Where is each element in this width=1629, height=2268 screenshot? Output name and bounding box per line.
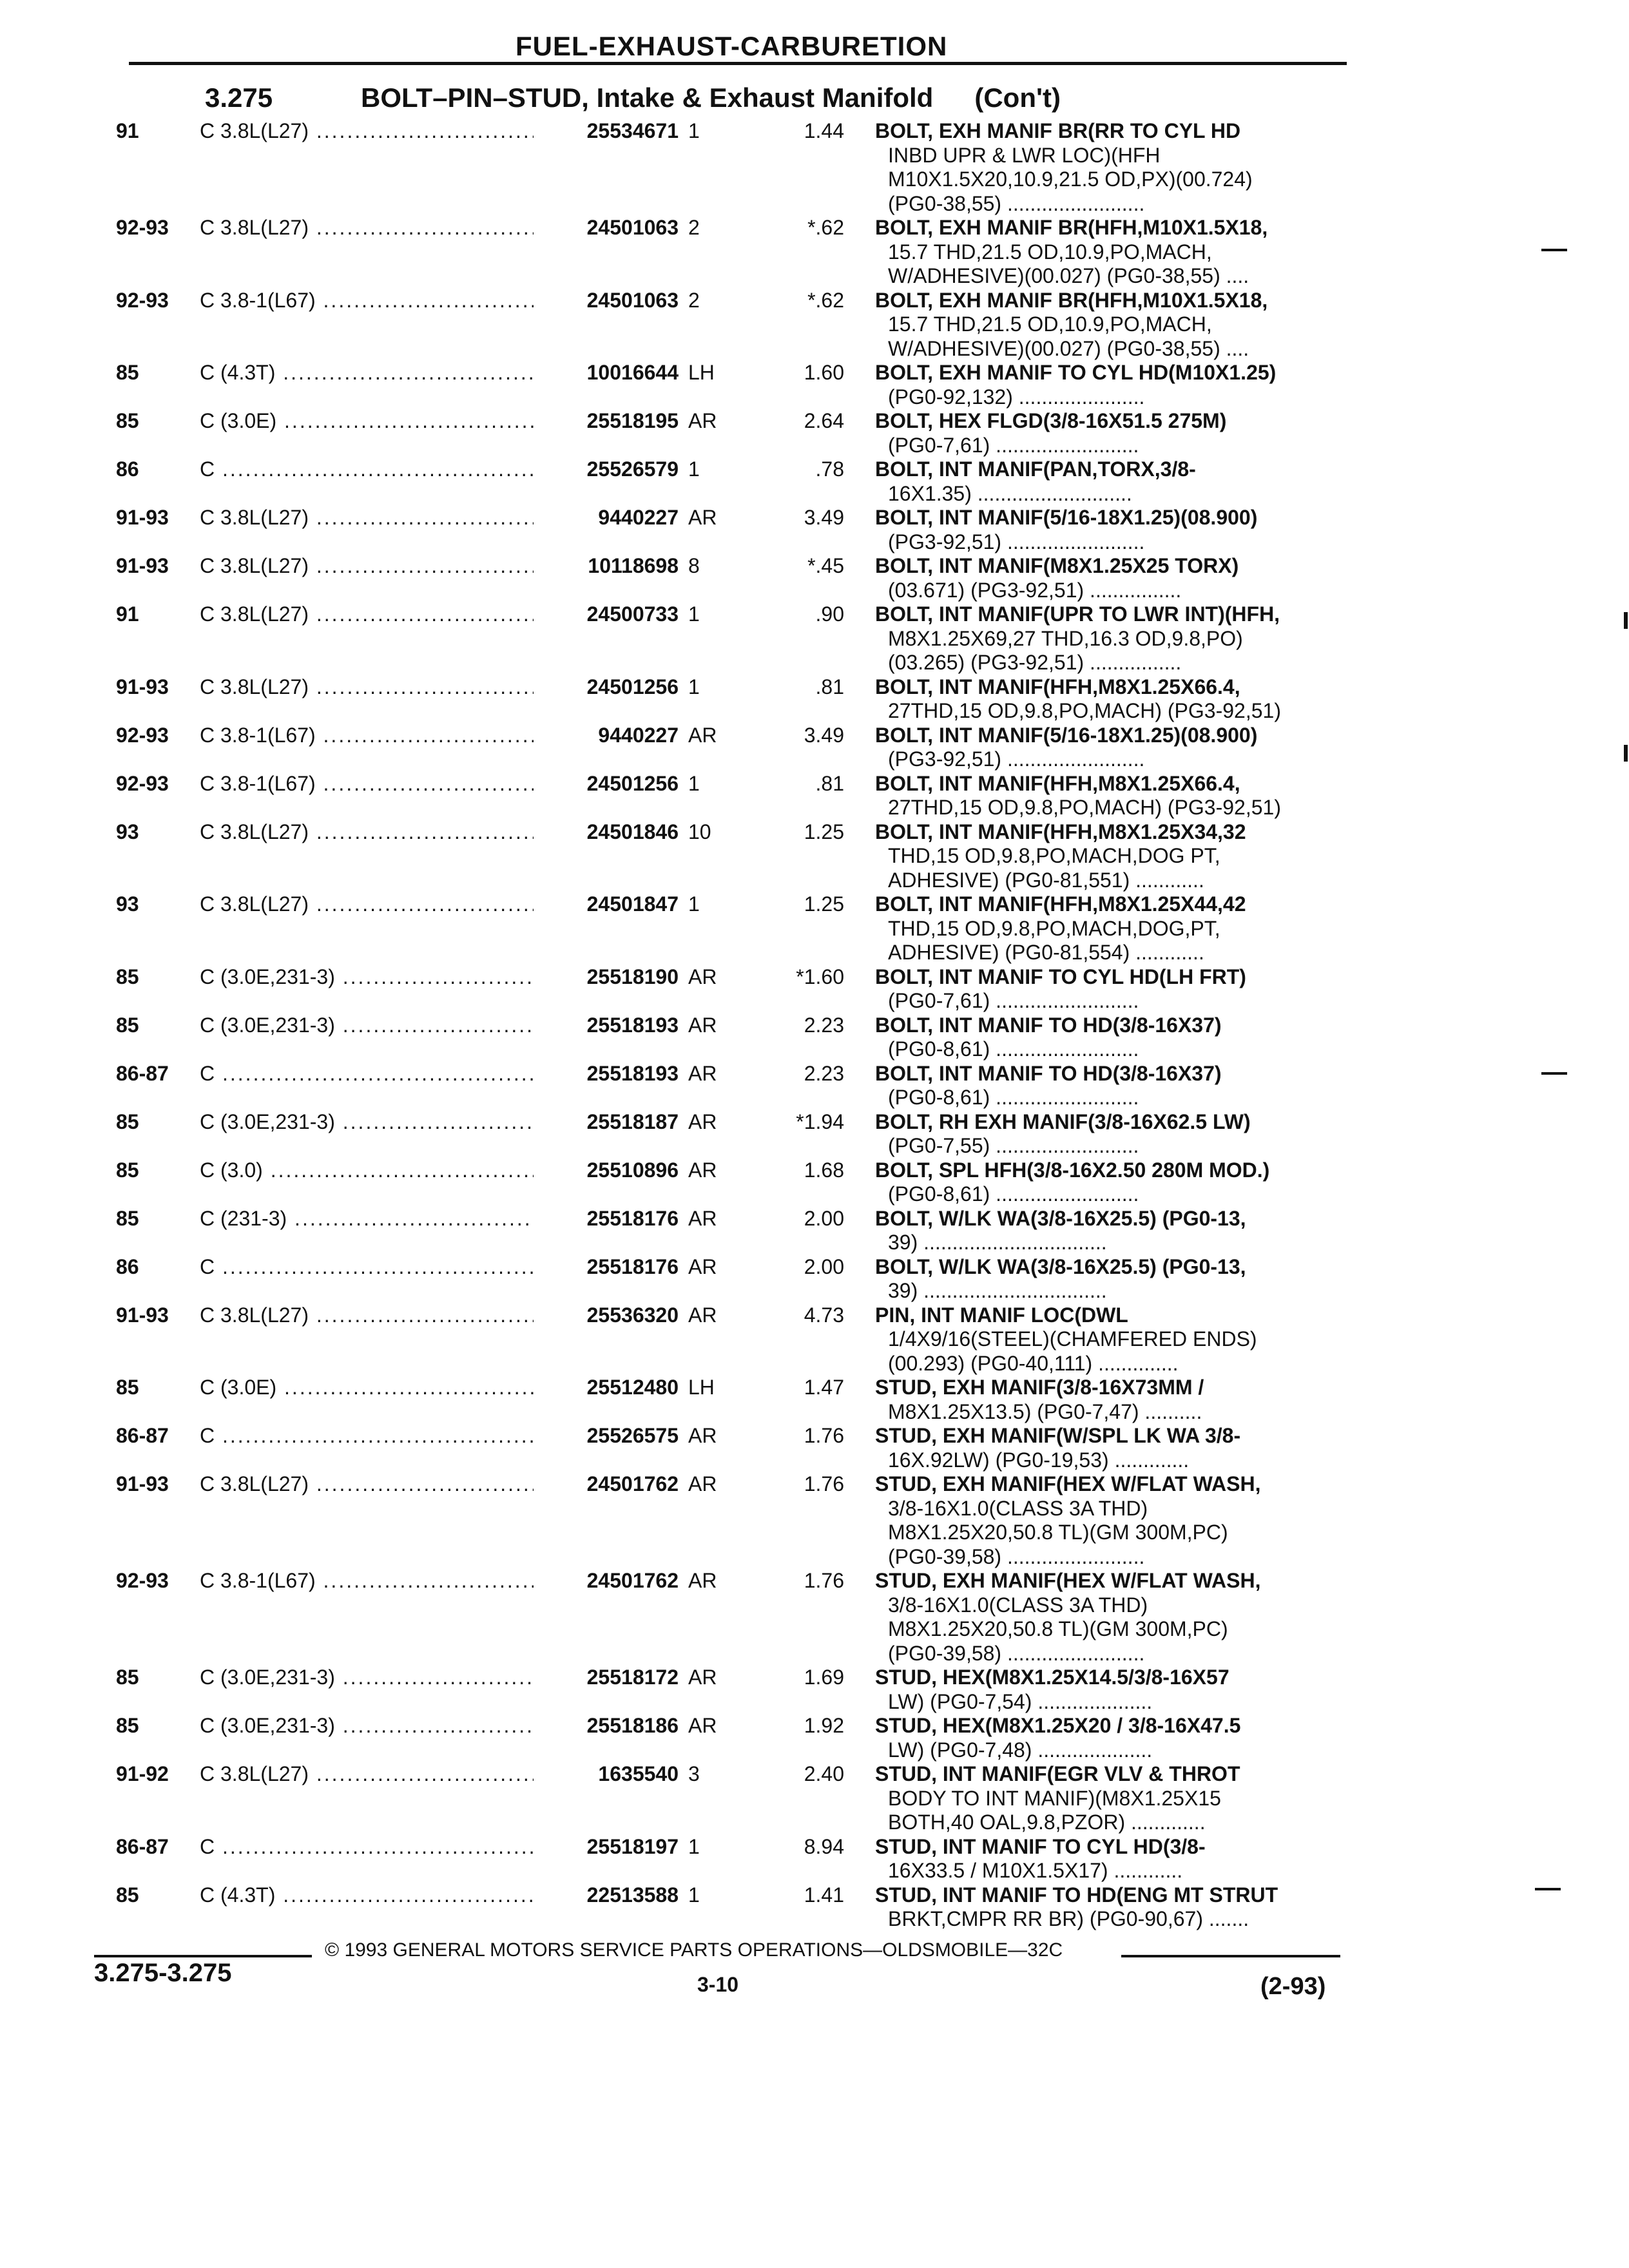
part-number-cell: 22513588 [534,1883,679,1907]
model-cell: C 3.8-1(L67) ..... [200,724,541,747]
year-cell: 91-93 [116,1472,169,1495]
quantity-cell: AR [688,1714,717,1737]
quantity-cell: AR [688,1472,717,1495]
price-cell: 1.47 [804,1376,844,1399]
description-title: STUD, INT MANIF TO HD(ENG MT STRUT [875,1883,1278,1907]
year-cell: 85 [116,965,139,988]
year-cell: 85 [116,1714,139,1737]
description-title: STUD, INT MANIF TO CYL HD(3/8- [875,1834,1206,1858]
section-number: 3.275 [205,82,273,113]
description-title: BOLT, INT MANIF TO HD(3/8-16X37) [875,1013,1222,1037]
quantity-cell: 1 [688,457,700,481]
description-line: W/ADHESIVE)(00.027) (PG0-38,55) .... [888,336,1249,360]
quantity-cell: AR [688,1254,717,1278]
part-number-cell: 25526579 [534,457,679,481]
description-line: 15.7 THD,21.5 OD,10.9,PO,MACH, [888,312,1212,336]
price-cell: .81 [815,771,844,795]
part-number-cell: 24500733 [534,602,679,626]
margin-tick [1624,745,1628,762]
description-line: (PG0-8,61) ......................... [888,1182,1139,1206]
price-cell: *1.60 [796,965,844,988]
year-cell: 85 [116,409,139,432]
footer-section-range: 3.275-3.275 [94,1959,232,1987]
part-number-cell: 24501063 [534,216,679,240]
model-cell: C 3.8L(L27) ..... [200,675,541,699]
description-line: (PG0-38,55) ........................ [888,191,1145,215]
price-cell: 1.68 [804,1158,844,1182]
year-cell: 92-93 [116,216,169,239]
part-number-cell: 25518172 [534,1666,679,1689]
description-title: BOLT, INT MANIF(HFH,M8X1.25X44,42 [875,892,1246,916]
quantity-cell: AR [688,965,717,988]
description-line: INBD UPR & LWR LOC)(HFH [888,143,1161,167]
year-cell: 91-93 [116,675,169,698]
quantity-cell: AR [688,1013,717,1037]
part-number-cell: 25512480 [534,1376,679,1399]
price-cell: 8.94 [804,1834,844,1858]
price-cell: 1.76 [804,1472,844,1495]
part-number-cell: 24501847 [534,892,679,916]
description-line: 1/4X9/16(STEEL)(CHAMFERED ENDS) [888,1327,1257,1350]
description-title: BOLT, EXH MANIF BR(HFH,M10X1.5X18, [875,288,1268,312]
part-number-cell: 24501762 [534,1569,679,1593]
quantity-cell: AR [688,409,717,432]
description-title: BOLT, HEX FLGD(3/8-16X51.5 275M) [875,409,1227,432]
description-line: BODY TO INT MANIF)(M8X1.25X15 [888,1786,1221,1810]
description-title: STUD, INT MANIF(EGR VLV & THROT [875,1762,1240,1785]
year-cell: 85 [116,1110,139,1133]
part-number-cell: 10118698 [534,554,679,578]
year-cell: 92-93 [116,771,169,795]
model-cell: C (3.0E,231-3) ..... [200,1666,541,1689]
model-cell: C (4.3T) ..... [200,361,541,385]
model-cell: C 3.8L(L27) ..... [200,1303,541,1327]
quantity-cell: 1 [688,602,700,626]
description-line: 15.7 THD,21.5 OD,10.9,PO,MACH, [888,240,1212,264]
part-number-cell: 24501846 [534,820,679,844]
quantity-cell: AR [688,1110,717,1133]
year-cell: 85 [116,1883,139,1907]
quantity-cell: 1 [688,1834,700,1858]
year-cell: 86-87 [116,1061,169,1085]
model-cell: C (3.0E) ..... [200,409,541,433]
model-cell: C (3.0E,231-3) ..... [200,1014,541,1037]
price-cell: *.62 [807,216,844,239]
part-number-cell: 25518193 [534,1062,679,1086]
description-line: 16X33.5 / M10X1.5X17) ............ [888,1859,1183,1882]
description-line: (PG0-7,61) ......................... [888,433,1139,457]
model-cell: C ..... [200,1255,541,1279]
quantity-cell: 1 [688,892,700,916]
description-line: 39) ................................ [888,1279,1107,1302]
part-number-cell: 25518187 [534,1110,679,1134]
description-title: BOLT, EXH MANIF BR(RR TO CYL HD [875,119,1241,142]
description-title: STUD, EXH MANIF(HEX W/FLAT WASH, [875,1569,1261,1592]
part-number-cell: 25518186 [534,1714,679,1738]
description-line: (03.671) (PG3-92,51) ................ [888,578,1182,602]
quantity-cell: 8 [688,554,700,577]
year-cell: 86 [116,1254,139,1278]
section-continued: (Con't) [974,82,1061,113]
description-title: BOLT, INT MANIF(HFH,M8X1.25X66.4, [875,771,1240,795]
description-title: BOLT, W/LK WA(3/8-16X25.5) (PG0-13, [875,1206,1246,1230]
year-cell: 85 [116,1158,139,1182]
model-cell: C 3.8-1(L67) ..... [200,772,541,796]
description-line: ADHESIVE) (PG0-81,551) ............ [888,868,1204,892]
year-cell: 91-93 [116,554,169,577]
year-cell: 85 [116,1376,139,1399]
quantity-cell: AR [688,1158,717,1182]
description-line: 39) ................................ [888,1231,1107,1254]
description-line: (PG0-92,132) ...................... [888,385,1145,408]
quantity-cell: AR [688,1206,717,1230]
section-title: BOLT–PIN–STUD, Intake & Exhaust Manifold [361,82,934,113]
year-cell: 91 [116,119,139,142]
quantity-cell: AR [688,1061,717,1085]
price-cell: 1.76 [804,1569,844,1592]
quantity-cell: AR [688,1569,717,1592]
description-line: LW) (PG0-7,54) .................... [888,1689,1153,1713]
description-line: (PG3-92,51) ........................ [888,747,1145,771]
model-cell: C (3.0E,231-3) ..... [200,1110,541,1134]
description-line: 3/8-16X1.0(CLASS 3A THD) [888,1496,1148,1520]
quantity-cell: 1 [688,771,700,795]
year-cell: 86-87 [116,1834,169,1858]
price-cell: 3.49 [804,506,844,529]
description-line: 16X.92LW) (PG0-19,53) ............. [888,1448,1190,1472]
model-cell: C 3.8-1(L67) ..... [200,289,541,312]
price-cell: 2.64 [804,409,844,432]
part-number-cell: 9440227 [534,506,679,530]
model-cell: C 3.8L(L27) ..... [200,820,541,844]
quantity-cell: LH [688,1376,715,1399]
price-cell: 2.00 [804,1254,844,1278]
price-cell: 2.40 [804,1762,844,1785]
margin-tick [1535,1888,1561,1890]
year-cell: 86 [116,457,139,481]
part-number-cell: 25518176 [534,1207,679,1231]
description-line: 3/8-16X1.0(CLASS 3A THD) [888,1593,1148,1617]
price-cell: 1.25 [804,820,844,843]
footer-copyright: © 1993 GENERAL MOTORS SERVICE PARTS OPERATIONS—OLDSMOBILE—32C [325,1939,1063,1961]
description-line: (PG0-39,58) ........................ [888,1641,1145,1665]
description-line: M8X1.25X20,50.8 TL)(GM 300M,PC) [888,1521,1228,1544]
quantity-cell: AR [688,1303,717,1327]
description-title: BOLT, INT MANIF TO HD(3/8-16X37) [875,1061,1222,1085]
description-title: BOLT, INT MANIF(PAN,TORX,3/8- [875,457,1196,481]
description-title: BOLT, INT MANIF(5/16-18X1.25)(08.900) [875,723,1258,747]
model-cell: C 3.8L(L27) ..... [200,119,541,143]
year-cell: 92-93 [116,723,169,747]
description-line: LW) (PG0-7,48) .................... [888,1738,1153,1762]
price-cell: 1.44 [804,119,844,142]
description-line: (PG0-8,61) ......................... [888,1086,1139,1109]
quantity-cell: 3 [688,1762,700,1785]
price-cell: 4.73 [804,1303,844,1327]
model-cell: C (3.0) ..... [200,1158,541,1182]
model-cell: C 3.8L(L27) ..... [200,554,541,578]
footer-date: (2-93) [1260,1973,1326,2000]
description-title: BOLT, EXH MANIF TO CYL HD(M10X1.25) [875,361,1277,384]
description-title: BOLT, INT MANIF(M8X1.25X25 TORX) [875,554,1239,577]
model-cell: C 3.8L(L27) ..... [200,602,541,626]
description-line: THD,15 OD,9.8,PO,MACH,DOG,PT, [888,916,1220,940]
part-number-cell: 24501256 [534,772,679,796]
quantity-cell: 2 [688,288,700,312]
description-line: BOTH,40 OAL,9.8,PZOR) ............. [888,1811,1206,1834]
model-cell: C 3.8L(L27) ..... [200,216,541,240]
footer-rule-left [94,1955,312,1957]
quantity-cell: 1 [688,675,700,698]
description-title: STUD, EXH MANIF(HEX W/FLAT WASH, [875,1472,1261,1495]
quantity-cell: AR [688,723,717,747]
description-title: BOLT, INT MANIF(5/16-18X1.25)(08.900) [875,506,1258,529]
part-number-cell: 9440227 [534,724,679,747]
model-cell: C 3.8L(L27) ..... [200,1762,541,1786]
description-title: BOLT, W/LK WA(3/8-16X25.5) (PG0-13, [875,1254,1246,1278]
description-line: (03.265) (PG3-92,51) ................ [888,651,1182,674]
part-number-cell: 24501256 [534,675,679,699]
part-number-cell: 10016644 [534,361,679,385]
model-cell: C ..... [200,1835,541,1859]
part-number-cell: 25534671 [534,119,679,143]
year-cell: 91 [116,602,139,626]
description-title: BOLT, INT MANIF(UPR TO LWR INT)(HFH, [875,602,1280,626]
part-number-cell: 25518176 [534,1255,679,1279]
price-cell: 1.60 [804,361,844,384]
footer-rule-right [1121,1955,1340,1957]
description-title: STUD, EXH MANIF(3/8-16X73MM / [875,1376,1204,1399]
margin-tick [1624,612,1628,629]
description-line: ADHESIVE) (PG0-81,554) ............ [888,941,1204,964]
quantity-cell: AR [688,506,717,529]
description-title: BOLT, EXH MANIF BR(HFH,M10X1.5X18, [875,216,1268,239]
part-number-cell: 24501063 [534,289,679,312]
description-line: (PG0-7,55) ......................... [888,1134,1139,1157]
price-cell: 1.76 [804,1424,844,1447]
description-title: BOLT, RH EXH MANIF(3/8-16X62.5 LW) [875,1110,1251,1133]
description-line: THD,15 OD,9.8,PO,MACH,DOG PT, [888,844,1220,867]
model-cell: C ..... [200,1424,541,1448]
price-cell: *.45 [807,554,844,577]
description-title: BOLT, SPL HFH(3/8-16X2.50 280M MOD.) [875,1158,1270,1182]
description-title: BOLT, INT MANIF(HFH,M8X1.25X66.4, [875,675,1240,698]
model-cell: C (3.0E,231-3) ..... [200,965,541,989]
part-number-cell: 1635540 [534,1762,679,1786]
model-cell: C 3.8L(L27) ..... [200,1472,541,1496]
year-cell: 85 [116,1013,139,1037]
price-cell: 1.25 [804,892,844,916]
year-cell: 92-93 [116,288,169,312]
description-line: M8X1.25X69,27 THD,16.3 OD,9.8,PO) [888,626,1243,650]
year-cell: 86-87 [116,1424,169,1447]
price-cell: 1.92 [804,1714,844,1737]
description-line: 16X1.35) ........................... [888,481,1132,505]
model-cell: C ..... [200,457,541,481]
model-cell: C (3.0E) ..... [200,1376,541,1399]
section-heading [205,82,1061,113]
model-cell: C (231-3) ..... [200,1207,541,1231]
price-cell: 1.41 [804,1883,844,1907]
price-cell: *1.94 [796,1110,844,1133]
year-cell: 85 [116,361,139,384]
description-line: (PG0-8,61) ......................... [888,1037,1139,1061]
year-cell: 85 [116,1206,139,1230]
description-line: (PG0-7,61) ......................... [888,989,1139,1012]
footer-page-number: 3-10 [697,1973,739,1996]
page-header: FUEL-EXHAUST-CARBURETION [516,31,948,61]
part-number-cell: 24501762 [534,1472,679,1496]
quantity-cell: AR [688,1666,717,1689]
description-line: M8X1.25X13.5) (PG0-7,47) .......... [888,1399,1202,1423]
quantity-cell: 1 [688,119,700,142]
quantity-cell: 10 [688,820,711,843]
price-cell: 2.00 [804,1206,844,1230]
price-cell: 3.49 [804,723,844,747]
description-title: STUD, EXH MANIF(W/SPL LK WA 3/8- [875,1424,1241,1447]
description-line: (00.293) (PG0-40,111) .............. [888,1351,1179,1375]
quantity-cell: LH [688,361,715,384]
price-cell: *.62 [807,288,844,312]
part-number-cell: 25518193 [534,1014,679,1037]
description-title: STUD, HEX(M8X1.25X14.5/3/8-16X57 [875,1666,1229,1689]
description-title: BOLT, INT MANIF(HFH,M8X1.25X34,32 [875,820,1246,843]
model-cell: C 3.8L(L27) ..... [200,892,541,916]
price-cell: .90 [815,602,844,626]
part-number-cell: 25536320 [534,1303,679,1327]
part-number-cell: 25518190 [534,965,679,989]
header-rule [129,62,1347,65]
model-cell: C 3.8-1(L67) ..... [200,1569,541,1593]
margin-tick [1541,1072,1567,1075]
price-cell: .81 [815,675,844,698]
model-cell: C (4.3T) ..... [200,1883,541,1907]
price-cell: 2.23 [804,1013,844,1037]
part-number-cell: 25518195 [534,409,679,433]
quantity-cell: 2 [688,216,700,239]
year-cell: 85 [116,1666,139,1689]
description-line: BRKT,CMPR RR BR) (PG0-90,67) ....... [888,1907,1249,1930]
part-number-cell: 25510896 [534,1158,679,1182]
quantity-cell: AR [688,1424,717,1447]
model-cell: C ..... [200,1062,541,1086]
description-line: 27THD,15 OD,9.8,PO,MACH) (PG3-92,51) [888,796,1281,819]
description-title: BOLT, INT MANIF TO CYL HD(LH FRT) [875,965,1246,988]
description-line: M10X1.5X20,10.9,21.5 OD,PX)(00.724) [888,168,1253,191]
price-cell: 1.69 [804,1666,844,1689]
description-title: PIN, INT MANIF LOC(DWL [875,1303,1128,1327]
model-cell: C 3.8L(L27) ..... [200,506,541,530]
quantity-cell: 1 [688,1883,700,1907]
description-line: (PG3-92,51) ........................ [888,530,1145,553]
price-cell: 2.23 [804,1061,844,1085]
description-line: M8X1.25X20,50.8 TL)(GM 300M,PC) [888,1617,1228,1640]
year-cell: 91-92 [116,1762,169,1785]
description-title: STUD, HEX(M8X1.25X20 / 3/8-16X47.5 [875,1714,1241,1737]
part-number-cell: 25526575 [534,1424,679,1448]
year-cell: 91-93 [116,1303,169,1327]
description-line: 27THD,15 OD,9.8,PO,MACH) (PG3-92,51) [888,699,1281,722]
description-line: W/ADHESIVE)(00.027) (PG0-38,55) .... [888,264,1249,287]
year-cell: 92-93 [116,1569,169,1592]
year-cell: 93 [116,820,139,843]
year-cell: 93 [116,892,139,916]
model-cell: C (3.0E,231-3) ..... [200,1714,541,1738]
price-cell: .78 [815,457,844,481]
margin-tick [1541,249,1567,251]
part-number-cell: 25518197 [534,1835,679,1859]
description-line: (PG0-39,58) ........................ [888,1544,1145,1568]
year-cell: 91-93 [116,506,169,529]
